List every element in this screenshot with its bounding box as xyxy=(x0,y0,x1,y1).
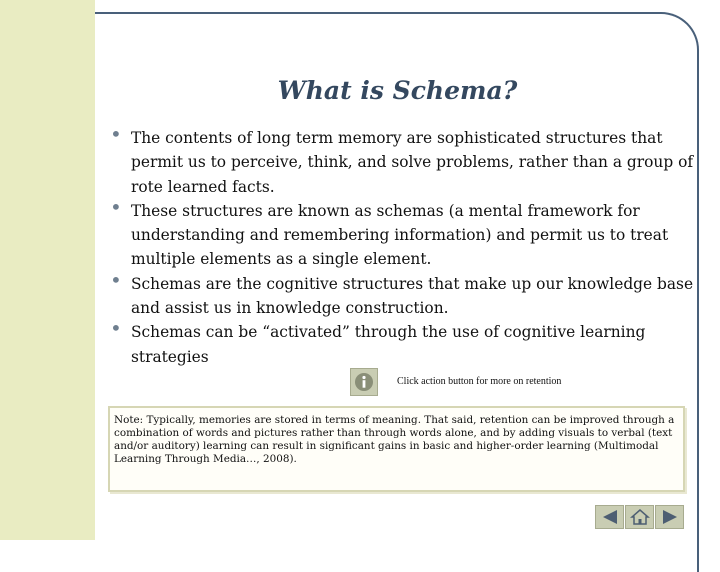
note-box: Note: Typically, memories are stored in terms of meaning. That said, retention can be improved through a combination of words and pictures rather than through words alone, and by adding visuals to verbal (text and/or auditory) learning can result in significant gains in basic and higher-order learning (Multimodal Learning Through Media…, 2008). xyxy=(108,406,685,492)
info-icon xyxy=(354,372,374,392)
previous-slide-button[interactable] xyxy=(595,505,624,529)
bullet-list xyxy=(110,122,700,369)
slide-title: What is Schema? xyxy=(277,76,518,105)
next-slide-button[interactable] xyxy=(655,505,684,529)
bullet-dot-icon: • xyxy=(110,194,122,219)
bullet-dot-icon: • xyxy=(110,316,122,341)
arrow-left-icon xyxy=(600,509,620,525)
bullet-item: • The contents of long term memory are sophisticated structures that permit us to perceive, think, and solve problems, rather than a group of rote learned facts. xyxy=(110,122,694,196)
home-button[interactable] xyxy=(625,505,654,529)
left-decorative-bar xyxy=(0,0,95,540)
bullet-dot-icon: • xyxy=(110,122,122,146)
bullet-item: • Schemas can be “activated” through the use of cognitive learning strategies xyxy=(110,316,646,366)
bullet-item: • These structures are known as schemas (a mental framework for understanding and remembering information) and permit us to treat multiple elements as a single element. xyxy=(110,194,669,269)
arrow-right-icon xyxy=(660,509,680,525)
bullet-item: • Schemas are the cognitive structures that make up our knowledge base and assist us in knowledge construction. xyxy=(110,267,694,318)
info-action-button[interactable] xyxy=(350,368,378,396)
home-icon xyxy=(630,509,650,525)
action-button-caption: Click action button for more on retention xyxy=(397,376,562,387)
bullet-dot-icon: • xyxy=(110,267,122,292)
